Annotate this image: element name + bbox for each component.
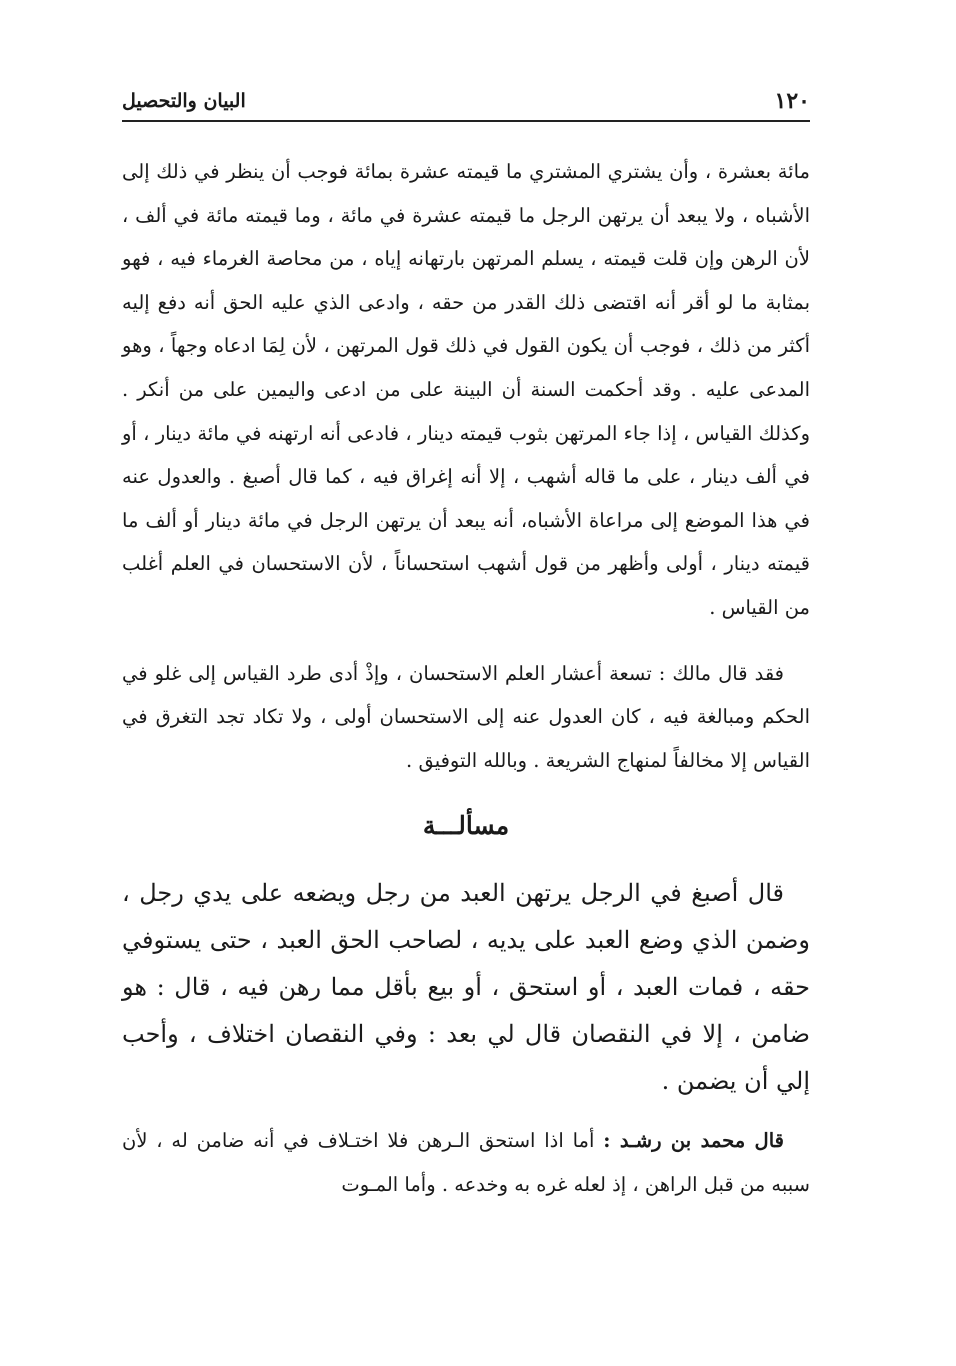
section-heading: مسألـــة [422, 811, 510, 841]
running-title: البيان والتحصيل [122, 90, 246, 112]
paragraph-4-text: أما اذا استحق الـرهن فلا اختـلاف في أنه ضامن له ، لأن سببه من قبل الراهن ، إذ لعله غره به وخدعه . وأما المـوت [122, 1129, 810, 1196]
page-number: ١٢٠ [774, 88, 810, 114]
paragraph-3: قال أصبغ في الرجل يرتهن العبد من رجل ويضعه على يدي رجل ، وضمن الذي وضع العبد على يديه ، لصاحب الحق العبد ، حتى يستوفي حقه ، فمات العبد ، أو استحق ، أو بيع بأقل مما رهن فيه ، قال : هو ضامن ، إلا في النقصان قال لي بعد : وفي النقصان اختلاف ، وأحب إلي أن يضمن . [122, 879, 810, 1096]
paragraph-1: مائة بعشرة ، وأن يشتري المشتري ما قيمته عشرة بمائة فوجب أن ينظر في ذلك إلى الأشباه ، ولا يبعد أن يرتهن الرجل ما قيمته عشرة في مائة ، وما قيمته مائة في ألف ، لأن الرهن وإن قلت قيمته ، يسلم المرتهن بارتهانه إياه ، من محاصة الغرماء فيه ، فهو بمثابة ما لو أقر أنه اقتضى ذلك القدر من حقه ، وادعى الذي عليه الحق أنه دفع إليه أكثر من ذلك ، فوجب أن يكون القول في ذلك قول المرتهن ، لأن لِمَا ادعاه وجهاً ، وهو المدعى عليه . وقد أحكمت السنة أن البينة على من ادعى واليمين على من أنكر . وكذلك القياس ، إذا جاء المرتهن بثوب قيمته دينار ، فادعى أنه ارتهنه في مائة دينار ، أو في ألف دينار ، على ما قاله أشهب ، إلا أنه إغراق فيه ، كما قال أصبغ . والعدول عنه في هذا الموضع إلى مراعاة الأشباه، أنه يبعد أن يرتهن الرجل في مائة دينار أو ألف ما قيمته دينار ، أولى وأظهر من قول أشهب استحساناً ، لأن الاستحسان في العلم أغلب من القياس . [122, 160, 810, 619]
speaker-label: قال محمد بن رشـد : [603, 1129, 784, 1153]
paragraph-2: فقد قال مالك : تسعة أعشار العلم الاستحسان ، وإذْ أدى طرد القياس إلى غلو في الحكم ومبالغة فيه ، كان العدول عنه إلى الاستحسان أولى ، ولا تكاد تجد التغرق في القياس إلا مخالفاً لمنهاج الشريعة . وبالله التوفيق . [122, 661, 810, 772]
paragraph-4 [122, 1119, 810, 1206]
page-header [122, 88, 810, 122]
body-text [122, 150, 810, 1207]
